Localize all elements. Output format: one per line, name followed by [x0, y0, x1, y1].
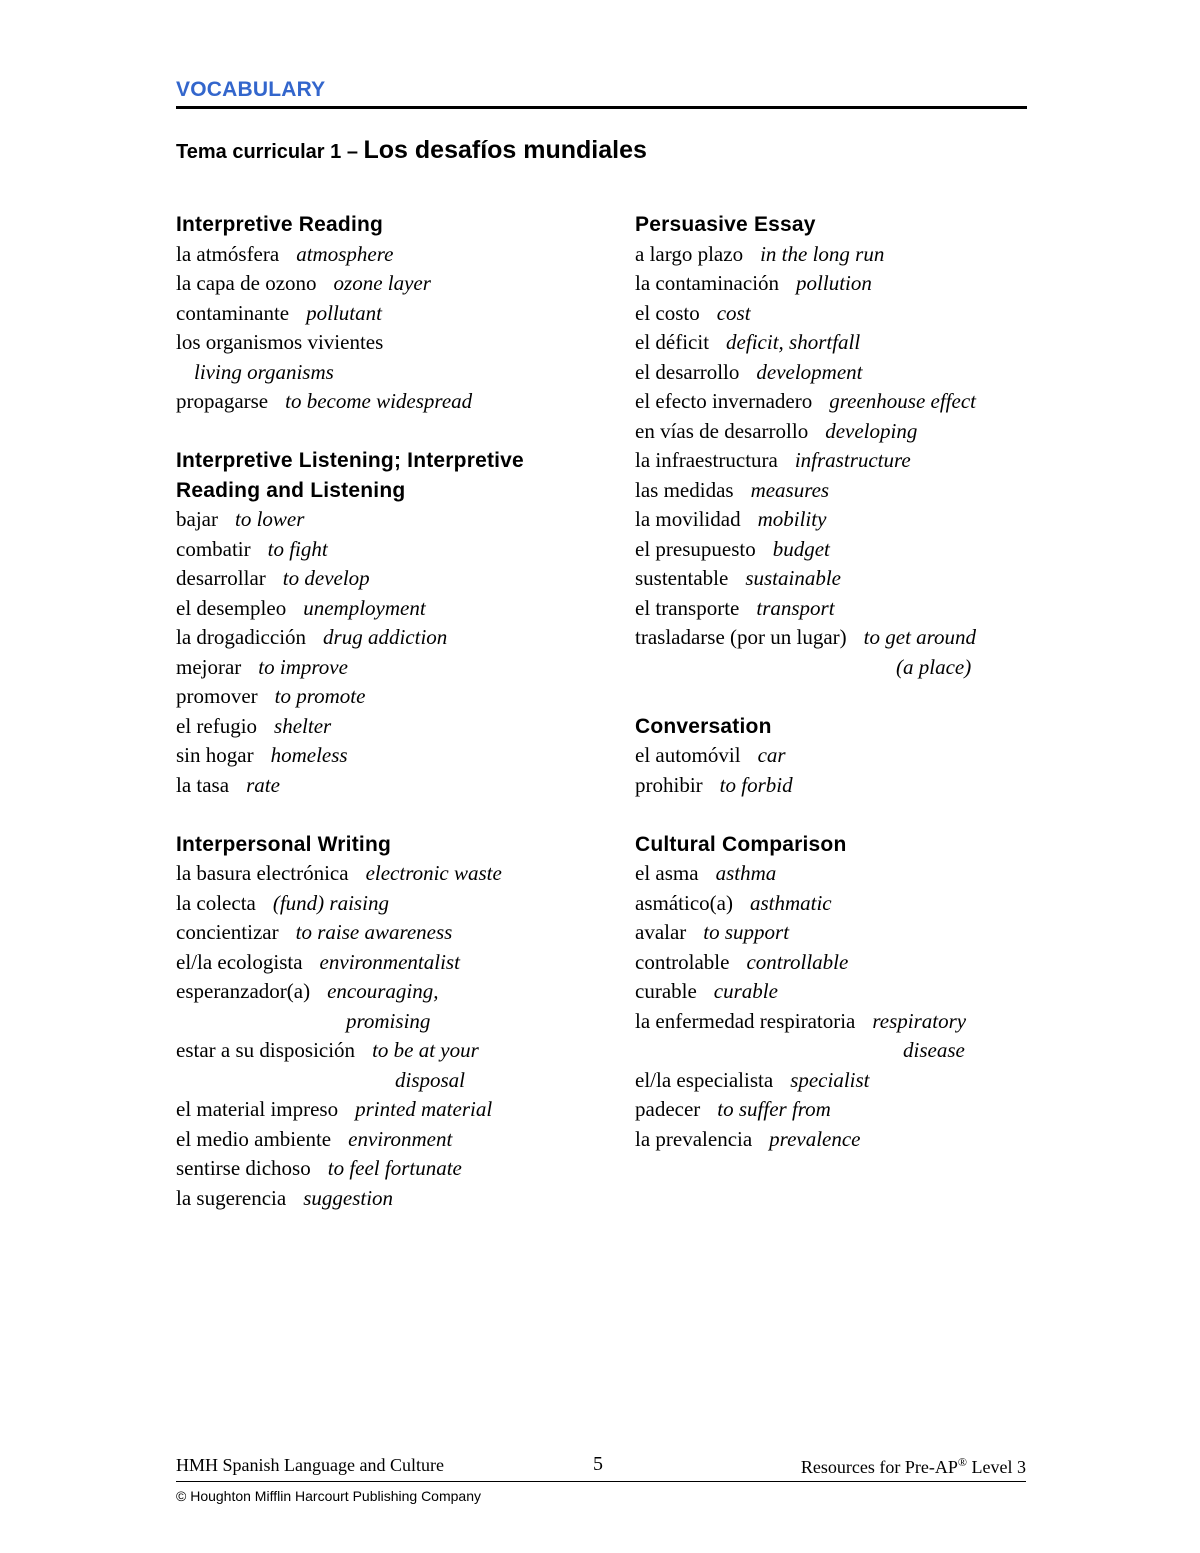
vocab-entry [176, 623, 596, 653]
vocab-entry [176, 682, 596, 712]
vocab-entry [635, 328, 1035, 358]
english-translation: to lower [234, 507, 305, 531]
english-translation: printed material [355, 1097, 493, 1121]
english-translation: environmentalist [319, 949, 460, 974]
vocab-section [176, 210, 596, 417]
vocab-entry [176, 771, 596, 801]
english-translation: greenhouse effect [829, 389, 976, 413]
spanish-term: controlable [635, 949, 730, 974]
vocab-entry [635, 240, 1035, 270]
section-heading: Cultural Comparison [635, 832, 847, 856]
english-translation: unemployment [303, 595, 426, 620]
spanish-term: sustentable [635, 566, 729, 590]
spanish-term: bajar [176, 507, 218, 531]
footer [176, 1455, 1026, 1481]
spanish-term: el/la especialista [635, 1067, 774, 1092]
vocab-entry [176, 387, 596, 417]
english-translation: respiratory [872, 1008, 967, 1033]
vocab-entry [176, 712, 596, 742]
english-translation: developing [825, 418, 918, 443]
vocab-section [176, 446, 596, 800]
section-heading: Conversation [635, 714, 772, 738]
spanish-term: prohibir [635, 772, 703, 797]
spanish-term: concientizar [176, 920, 279, 944]
english-translation: transport [756, 595, 835, 620]
copyright: © Houghton Mifflin Harcourt Publishing Company [176, 1488, 481, 1504]
spanish-term: el presupuesto [635, 536, 756, 561]
spanish-term: el medio ambiente [176, 1126, 332, 1151]
entry-continuation: living organisms [194, 359, 334, 384]
vocab-section [635, 210, 1035, 682]
vocab-entry [176, 594, 596, 624]
english-translation: specialist [790, 1067, 870, 1092]
vocab-entry [635, 1125, 1035, 1155]
english-translation: rate [246, 772, 280, 797]
vocab-entry [176, 889, 596, 919]
english-translation: to improve [258, 654, 348, 679]
spanish-term: contaminante [176, 300, 290, 325]
vocab-entry [176, 535, 596, 565]
english-translation: deficit, shortfall [726, 330, 861, 354]
vocab-entry [635, 564, 1035, 594]
spanish-term: la sugerencia [176, 1185, 287, 1210]
vocab-entry [635, 299, 1035, 329]
english-translation: to support [703, 920, 790, 944]
spanish-term: en vías de desarrollo [635, 418, 809, 443]
vocab-entry [176, 1125, 596, 1155]
vocab-entry [176, 269, 596, 299]
english-translation: to raise awareness [295, 920, 453, 944]
left-column [176, 210, 596, 1243]
vocab-entry [635, 889, 1035, 919]
spanish-term: el/la ecologista [176, 949, 303, 974]
spanish-term: padecer [635, 1097, 701, 1121]
spanish-term: el material impreso [176, 1097, 339, 1121]
english-translation: infrastructure [794, 448, 911, 472]
vocab-section [635, 712, 1035, 801]
page-title [176, 136, 647, 165]
english-translation: to develop [282, 566, 370, 590]
spanish-term: la enfermedad respiratoria [635, 1008, 856, 1033]
spanish-term: propagarse [176, 389, 269, 413]
english-translation: pollutant [306, 300, 382, 325]
english-translation: to become widespread [285, 389, 473, 413]
spanish-term: mejorar [176, 654, 242, 679]
vocab-entry [176, 564, 596, 594]
vocab-entry [176, 1095, 596, 1125]
english-translation: (fund) raising [272, 890, 389, 915]
spanish-term: el asma [635, 861, 699, 885]
spanish-term: la movilidad [635, 507, 741, 531]
english-translation: asthma [715, 861, 777, 885]
vocab-entry [635, 446, 1035, 476]
vocab-entry [176, 977, 596, 1007]
entry-continuation: (a place) [896, 654, 972, 679]
spanish-term: estar a su disposición [176, 1038, 356, 1062]
spanish-term: sentirse dichoso [176, 1156, 311, 1180]
vocab-entry [635, 387, 1035, 417]
english-translation: measures [750, 477, 830, 502]
english-translation: to get around [863, 625, 977, 649]
spanish-term: el refugio [176, 713, 258, 738]
section-heading: Reading and Listening [176, 478, 406, 502]
spanish-term: a largo plazo [635, 241, 744, 266]
english-translation: atmosphere [296, 241, 394, 266]
spanish-term: asmático(a) [635, 890, 733, 915]
english-translation: sustainable [745, 566, 841, 590]
spanish-term: curable [635, 979, 697, 1003]
spanish-term: la contaminación [635, 271, 780, 295]
spanish-term: la tasa [176, 772, 230, 797]
spanish-term: la basura electrónica [176, 861, 349, 885]
english-translation: controllable [746, 949, 849, 974]
spanish-term: la infraestructura [635, 448, 778, 472]
spanish-term: el automóvil [635, 743, 741, 767]
english-translation: development [756, 359, 863, 384]
spanish-term: esperanzador(a) [176, 979, 311, 1003]
vocab-entry [635, 741, 1035, 771]
english-translation: to forbid [719, 772, 793, 797]
section-heading: Interpretive Reading [176, 213, 384, 236]
entry-continuation: disease [903, 1038, 965, 1062]
spanish-term: promover [176, 684, 258, 708]
spanish-term: el efecto invernadero [635, 389, 813, 413]
vocab-entry [635, 859, 1035, 889]
vocab-entry [635, 594, 1035, 624]
english-translation: ozone layer [333, 271, 431, 295]
vocab-entry [176, 328, 596, 358]
english-translation: to promote [274, 684, 366, 708]
vocab-entry [176, 1154, 596, 1184]
english-translation: environment [348, 1126, 453, 1151]
spanish-term: la drogadicción [176, 625, 307, 649]
spanish-term: combatir [176, 536, 251, 561]
footer-publication: HMH Spanish Language and Culture [176, 1455, 444, 1475]
vocab-entry [635, 417, 1035, 447]
english-translation: pollution [796, 271, 872, 295]
spanish-term: el transporte [635, 595, 740, 620]
spanish-term: avalar [635, 920, 687, 944]
right-column [635, 210, 1035, 1184]
vocab-entry [635, 535, 1035, 565]
footer-resource-prefix: Resources for Pre-AP [800, 1457, 958, 1477]
vocab-entry [176, 1036, 596, 1066]
vocab-entry [635, 948, 1035, 978]
english-translation: to suffer from [717, 1097, 831, 1121]
english-translation: budget [772, 536, 830, 561]
vocab-entry [176, 505, 596, 535]
english-translation: curable [713, 979, 778, 1003]
english-translation: suggestion [303, 1185, 394, 1210]
spanish-term: la capa de ozono [176, 271, 317, 295]
section-heading: Persuasive Essay [635, 213, 816, 236]
english-translation: to fight [267, 536, 328, 561]
footer-resource [801, 1455, 1026, 1478]
english-translation: in the long run [760, 241, 885, 266]
footer-resource-suffix: Level 3 [967, 1457, 1026, 1477]
english-translation: asthmatic [749, 890, 832, 915]
vocab-entry [176, 240, 596, 270]
english-translation: homeless [270, 743, 348, 767]
header-rule [176, 106, 1027, 109]
vocab-entry [635, 505, 1035, 535]
english-translation: shelter [274, 713, 332, 738]
spanish-term: los organismos vivientes [176, 330, 384, 354]
vocab-entry [176, 918, 596, 948]
footer-rule [176, 1481, 1026, 1482]
vocab-section [635, 830, 1035, 1155]
spanish-term: trasladarse (por un lugar) [635, 625, 847, 649]
english-translation: cost [716, 300, 751, 325]
vocab-entry [635, 1066, 1035, 1096]
vocab-entry [635, 771, 1035, 801]
english-translation: electronic waste [365, 861, 502, 885]
english-translation: mobility [757, 507, 827, 531]
spanish-term: sin hogar [176, 743, 254, 767]
spanish-term: la atmósfera [176, 241, 280, 266]
vocab-entry [176, 299, 596, 329]
english-translation: drug addiction [323, 625, 448, 649]
vocab-entry [635, 623, 1035, 653]
section-heading: Interpersonal Writing [176, 832, 391, 856]
vocab-entry [635, 1007, 1035, 1037]
vocab-entry [635, 358, 1035, 388]
spanish-term: desarrollar [176, 566, 266, 590]
vocab-section [176, 830, 596, 1214]
title-prefix: Tema curricular 1 – [176, 141, 364, 163]
vocab-entry [635, 476, 1035, 506]
english-translation: to feel fortunate [327, 1156, 462, 1180]
english-translation: car [757, 743, 786, 767]
title-main: Los desafíos mundiales [363, 136, 647, 164]
vocab-entry [635, 918, 1035, 948]
spanish-term: el desempleo [176, 595, 287, 620]
english-translation: prevalence [769, 1126, 861, 1151]
vocab-entry [176, 948, 596, 978]
vocab-entry [635, 1095, 1035, 1125]
vocab-entry [176, 741, 596, 771]
english-translation: to be at your [372, 1038, 479, 1062]
vocab-entry [635, 977, 1035, 1007]
spanish-term: la prevalencia [635, 1126, 753, 1151]
section-heading: Interpretive Listening; Interpretive [176, 449, 524, 472]
entry-continuation: promising [346, 1008, 431, 1033]
spanish-term: el costo [635, 300, 700, 325]
vocab-entry [176, 859, 596, 889]
spanish-term: el déficit [635, 330, 710, 354]
english-translation: encouraging, [327, 979, 439, 1003]
entry-continuation: disposal [395, 1067, 466, 1092]
vocab-entry [176, 1184, 596, 1214]
vocab-entry [635, 269, 1035, 299]
spanish-term: la colecta [176, 890, 256, 915]
spanish-term: las medidas [635, 477, 734, 502]
spanish-term: el desarrollo [635, 359, 740, 384]
header-label: VOCABULARY [176, 78, 326, 101]
vocab-entry [176, 653, 596, 683]
registered-mark: ® [957, 1455, 968, 1469]
page-number: 5 [593, 1453, 603, 1475]
